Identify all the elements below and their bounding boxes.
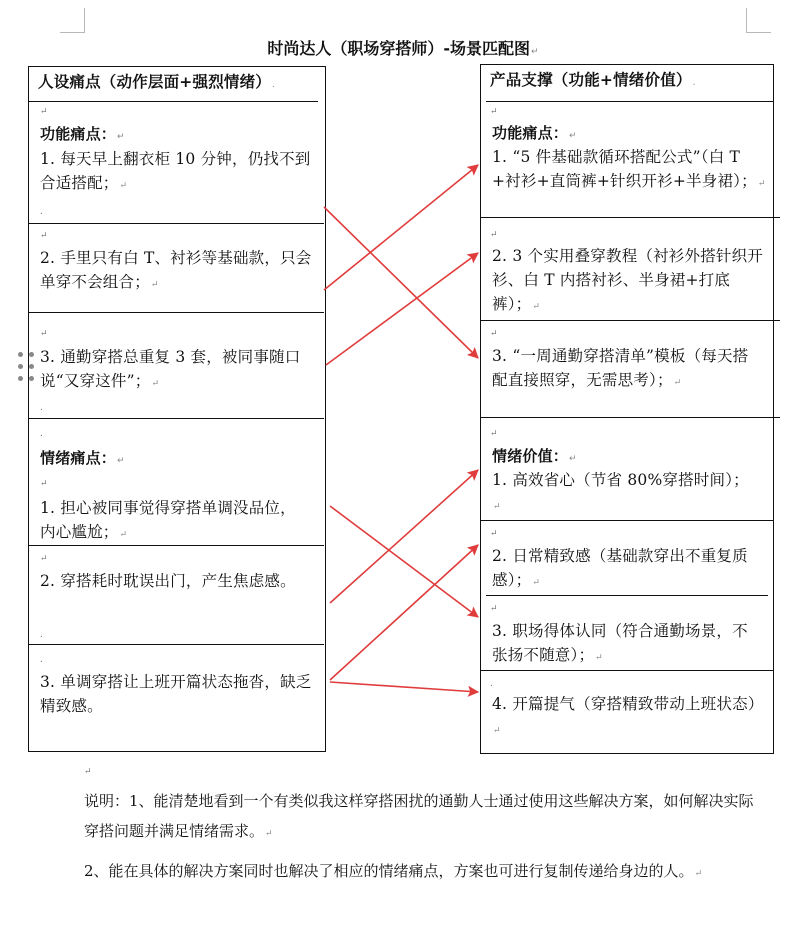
left-function-item-2-text: 2. 手里只有白 T、衬衫等基础款，只会单穿不会组合； xyxy=(40,249,312,291)
left-emotion-heading xyxy=(40,446,310,473)
left-function-heading-text: 功能痛点： xyxy=(40,125,117,143)
right-function-item-3-text: 3. “一周通勤穿搭清单”模板（每天搭配直接照穿，无需思考）； xyxy=(492,347,749,389)
table-divider xyxy=(480,520,774,521)
left-table-header xyxy=(38,70,320,97)
table-divider xyxy=(480,320,780,321)
right-emotion-heading-text: 情绪价值： xyxy=(492,447,569,465)
left-function-heading xyxy=(40,122,310,149)
paragraph-mark: ↵ xyxy=(490,230,498,240)
left-function-item-3-text: 3. 通勤穿搭总重复 3 套，被同事随口说“又穿这件”； xyxy=(40,348,301,390)
right-header-text: 产品支撑（功能+情绪价值） xyxy=(490,71,692,89)
paragraph-mark: ↵ xyxy=(493,726,501,736)
left-emotion-item-1 xyxy=(40,496,302,547)
page-title-text: 时尚达人（职场穿搭师）-场景匹配图 xyxy=(267,39,531,58)
right-emotion-item-1-text: 1. 高效省心（节省 80%穿搭时间）； xyxy=(492,471,749,489)
left-emotion-item-2 xyxy=(40,569,318,593)
left-emotion-item-3-text: 3. 单调穿搭让上班开篇状态拖沓，缺乏精致感。 xyxy=(40,673,312,715)
right-function-heading xyxy=(492,121,762,148)
right-emotion-item-4-text: 4. 开篇提气（穿搭精致带动上班状态） xyxy=(492,695,764,713)
left-emotion-item-2-text: 2. 穿搭耗时耽误出门，产生焦虑感。 xyxy=(40,572,296,590)
crop-mark-top-right xyxy=(746,8,771,33)
paragraph-mark: ↵ xyxy=(595,653,603,663)
table-divider xyxy=(480,217,780,218)
right-emotion-item-2-text: 2. 日常精致感（基础款穿出不重复质感）； xyxy=(492,547,748,589)
paragraph-mark: ↵ xyxy=(40,329,48,339)
arrow-fn2-to-formula xyxy=(324,165,478,290)
paragraph-mark: ↵ xyxy=(490,529,498,539)
right-emotion-item-2 xyxy=(492,544,768,595)
note-line-2: 2、能在具体的解决方案同时也解决了相应的情绪痛点，方案也可进行复制传递给身边的人。 xyxy=(84,862,694,880)
table-divider xyxy=(486,595,768,596)
paragraph-mark: . xyxy=(272,80,276,90)
right-function-item-2-text: 2. 3 个实用叠穿教程（衬衫外搭针织开衫、白 T 内搭衬衫、半身裙+打底裤）； xyxy=(492,247,764,313)
paragraph-mark: ↵ xyxy=(757,179,766,189)
right-function-item-1-text: 1. “5 件基础款循环搭配公式”（白 T+衬衫+直筒裤+针织开衫+半身裙）； xyxy=(492,148,757,190)
paragraph-mark: ↵ xyxy=(119,530,128,540)
right-emotion-item-4 xyxy=(492,692,764,743)
paragraph-mark: ↵ xyxy=(490,604,498,614)
arrow-em3-to-refinement xyxy=(330,545,478,680)
paragraph-mark: ↵ xyxy=(150,280,159,290)
right-emotion-item-1 xyxy=(492,468,754,519)
paragraph-mark: ↵ xyxy=(40,479,48,489)
paragraph-mark: ↵ xyxy=(151,379,160,389)
left-emotion-item-3 xyxy=(40,670,315,718)
paragraph-mark: . xyxy=(40,429,43,439)
paragraph-mark: ↵ xyxy=(490,107,498,117)
paragraph-mark: ↵ xyxy=(531,47,539,57)
paragraph-mark: ↵ xyxy=(532,302,541,312)
table-divider xyxy=(28,644,324,645)
table-divider xyxy=(486,101,774,102)
left-emotion-heading-text: 情绪痛点： xyxy=(40,449,117,467)
arrow-em1-to-recognition xyxy=(330,506,478,617)
left-emotion-item-1-text: 1. 担心被同事觉得穿搭单调没品位，内心尴尬； xyxy=(40,499,296,541)
table-divider xyxy=(28,418,324,419)
paragraph-mark: . xyxy=(40,655,43,665)
paragraph-mark: . xyxy=(40,630,43,640)
paragraph-mark: ↵ xyxy=(532,578,541,588)
paragraph-mark: ↵ xyxy=(490,429,498,439)
paragraph-mark: ↵ xyxy=(40,231,48,241)
paragraph-mark: . xyxy=(692,78,696,88)
paragraph-mark: ↵ xyxy=(493,502,501,512)
paragraph-mark: ↵ xyxy=(673,378,682,388)
right-function-item-2 xyxy=(492,244,768,319)
paragraph-mark: ↵ xyxy=(40,107,48,117)
left-function-item-2 xyxy=(40,246,315,297)
note-line-1: 说明：1、能清楚地看到一个有类似我这样穿搭困扰的通勤人士通过使用这些解决方案，如何解决实际穿搭问题并满足情绪需求。 xyxy=(84,792,754,840)
paragraph-mark: ↵ xyxy=(569,454,577,464)
table-divider xyxy=(480,417,780,418)
right-emotion-item-3-text: 3. 职场得体认同（符合通勤场景，不张扬不随意）； xyxy=(492,622,748,664)
arrow-fn3-to-layering xyxy=(326,253,478,365)
page-title xyxy=(0,36,806,59)
paragraph-mark: . xyxy=(40,403,43,413)
arrow-em3-to-uplift xyxy=(330,682,478,692)
arrow-fn1-to-checklist xyxy=(324,207,478,358)
right-function-item-3 xyxy=(492,344,762,395)
paragraph-mark: ↵ xyxy=(265,829,273,839)
right-function-item-1 xyxy=(492,145,768,196)
paragraph-mark: . xyxy=(490,679,493,689)
paragraph-mark: ↵ xyxy=(40,554,48,564)
paragraph-mark: ↵ xyxy=(117,456,125,466)
paragraph-mark: ↵ xyxy=(117,132,125,142)
table-divider xyxy=(480,670,774,671)
table-divider xyxy=(28,101,318,102)
paragraph-mark: ↵ xyxy=(569,131,577,141)
arrow-em2-to-efficiency xyxy=(330,470,478,603)
left-function-item-1-text: 1. 每天早上翻衣柜 10 分钟，仍找不到合适搭配； xyxy=(40,150,311,192)
paragraph-mark: ↵ xyxy=(84,767,92,777)
right-emotion-item-3 xyxy=(492,619,762,670)
right-function-heading-text: 功能痛点： xyxy=(492,124,569,142)
left-function-item-1 xyxy=(40,147,312,198)
left-function-item-3 xyxy=(40,345,315,396)
paragraph-mark: ↵ xyxy=(490,329,498,339)
paragraph-mark: ↵ xyxy=(694,869,703,879)
note-paragraph-2 xyxy=(84,856,764,889)
right-table-header xyxy=(490,68,770,95)
drag-handle-icon[interactable] xyxy=(18,352,40,386)
paragraph-mark: ↵ xyxy=(119,181,128,191)
table-divider xyxy=(28,223,324,224)
left-header-text: 人设痛点（动作层面+强烈情绪） xyxy=(38,73,271,91)
table-divider xyxy=(28,312,324,313)
right-emotion-heading xyxy=(492,444,762,471)
crop-mark-top-left xyxy=(60,8,85,33)
paragraph-mark: . xyxy=(40,207,43,217)
note-paragraph-1 xyxy=(84,786,764,849)
